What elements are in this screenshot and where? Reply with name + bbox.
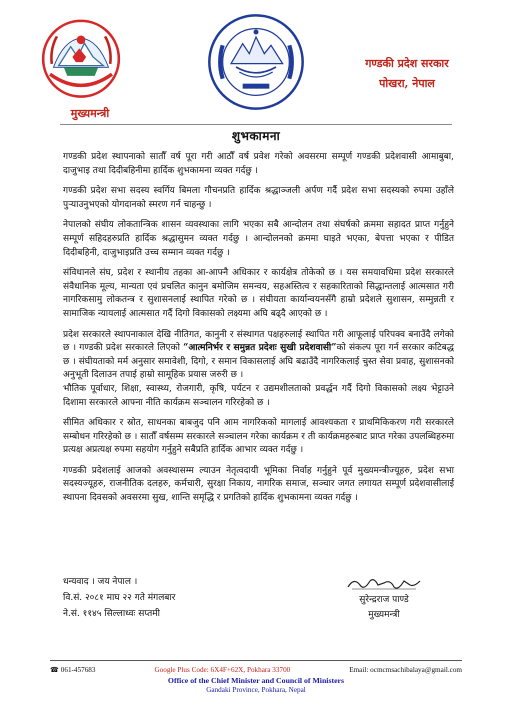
gandaki-province-seal-icon xyxy=(206,12,306,112)
footer-phone xyxy=(50,665,96,674)
footer-address: Gandaki Province, Pokhara, Nepal xyxy=(206,686,306,694)
government-title xyxy=(332,54,482,94)
slogan: “आत्मनिर्भर र समुन्नत प्रदेशः सुखी प्रदेशवासी” xyxy=(183,343,337,354)
handwritten-signature-icon xyxy=(344,575,424,593)
paragraph-5-tail: को संकल्प पूरा गर्न सरकार कटिबद्ध छ । संघीयताको मर्म अनुसार समावेशी, दिगो, र समान विकासलाई अघि बढाउँदै नागरिकलाई चुस्त सेवा प्रवाह, सुशासनको अनुभूती दिलाउन तपाई हाम्रो सामूहिक प्रयास जरुरी छ । xyxy=(63,343,454,381)
paragraph-2: गण्डकी प्रदेश सभा सदस्य स्वर्गिय बिमला गौचनप्रति हार्दिक श्रद्धाञ्जली अर्पण गर्दै प्रदेश सभा सदस्यको रुपमा उहाँले पुऱ्याउनुभएको योगदानको स्मरण गर्न चाहन्छु । xyxy=(63,186,454,210)
closing-block xyxy=(63,574,175,622)
province-government-label: गण्डकी प्रदेश सरकार xyxy=(365,57,449,70)
letterhead xyxy=(0,0,512,125)
phone-number: 061-457683 xyxy=(60,666,96,674)
nepal-emblem-icon xyxy=(38,14,124,100)
location-label: पोखरा, नेपाल xyxy=(379,77,435,90)
footer-email: Email: ocmcmsachibalaya@gmail.com xyxy=(349,665,462,674)
paragraph-3: नेपालको संघीय लोकतान्त्रिक शासन व्यवस्थाका लागि भएका सबै आन्दोलन तथा संघर्षको क्रममा सहादत प्राप्त गर्नुहुने सम्पूर्ण सहिदहरुप्रति हार्दिक श्रद्धासुमन व्यक्त गर्दछु । आन्दोलनको क्रममा घाइते भएका, बेपत्ता भएका र पीडित दिदीबहिनी, दाजुभाइप्रति उच्च सम्मान व्यक्त गर्दछु । xyxy=(63,220,454,258)
date-bikram-sambat: वि.सं. २०८१ माघ २२ गते मंगलबार xyxy=(63,593,176,603)
closing-thanks: धन्यवाद । जय नेपाल । xyxy=(63,577,138,587)
chief-minister-title: मुख्यमन्त्री xyxy=(70,107,110,120)
paragraph-5 xyxy=(63,329,454,383)
footer-contact-row xyxy=(50,665,462,674)
footer-office-name: Office of the Chief Minister and Council of Ministers xyxy=(167,676,345,685)
telephone-icon: ☎ xyxy=(50,666,61,674)
letter-title: शुभकामना xyxy=(231,129,281,143)
signature-block xyxy=(324,575,444,623)
paragraph-6: भौतिक पूर्वाधार, शिक्षा, स्वास्थ्य, रोजगारी, कृषि, पर्यटन र उद्यमशीलताको प्रवर्द्धन गर्दै दिगो विकासको लक्ष्य भेट्टाउने दिशामा सरकारले आफ्ना नीति कार्यक्रम सञ्चालन गरिरहेको छ । xyxy=(63,383,454,408)
google-plus-code: Google Plus Code: 6X4F+62X, Pokhara 33700 xyxy=(154,665,291,674)
header-divider xyxy=(60,124,452,125)
letter-body xyxy=(63,151,454,513)
paragraph-1: गण्डकी प्रदेश स्थापनाको सातौँ वर्ष पूरा गरी आठौँ वर्ष प्रवेश गरेको अवसरमा सम्पूर्ण गण्डकी प्रदेशवासी आमाबुबा, दाजुभाइ तथा दिदीबहिनीमा हार्दिक शुभकामना व्यक्त गर्दछु । xyxy=(63,152,454,176)
paragraph-7: सीमित अधिकार र स्रोत, साधनका बाबजुद पनि आम नागरिकको मागलाई आवश्यकता र प्राथमिकिकरण गरी सरकारले सम्बोधन गरिरहेको छ । सातौँ वर्षसम्म सरकारले सञ्चालन गरेका कार्यक्रम र ती कार्यक्रमहरुबाट प्राप्त गरेका उपलब्धिहरुमा प्रत्यक्ष अप्रत्यक्ष रुपमा सहयोग गर्नुहुने सबैप्रति हार्दिक आभार व्यक्त गर्दछु । xyxy=(63,418,454,456)
paragraph-8: गण्डकी प्रदेशलाई आजको अवस्थासम्म ल्याउन नेतृत्वदायी भूमिका निर्वाह गर्नुहुने पूर्व मुख्यमन्त्रीज्यूहरु, प्रदेश सभा सदस्यज्यूहरु, राजनीतिक दलहरु, कर्मचारी, सुरक्षा निकाय, नागरिक समाज, सञ्चार जगत लगायत सम्पूर्ण प्रदेशवासीलाई स्थापना दिवसको अवसरमा सुख, शान्ति समृद्धि र प्रगतिको हार्दिक शुभकामना व्यक्त गर्दछु । xyxy=(63,465,454,504)
paragraph-4: संविधानले संघ, प्रदेश र स्थानीय तहका आ-आफ्नै अधिकार र कार्यक्षेत्र तोकेको छ । यस समयावधिमा प्रदेश सरकारले संवैधानिक मूल्य, मान्यता एवं प्रचलित कानुन बमोजिम समन्वय, सहअस्तित्व र सहकारिताको सिद्धान्तलाई आत्मसात गरी नागरिकसामु लोकतन्त्र र सुशासनलाई स्थापित गरेको छ । संघीयता कार्यान्वयनसँगै हाम्रो प्रदेशले सुशासन, सम्मुन्नती र सामाजिक न्यायलाई आत्मसात गर्दै दिगो विकासको लक्ष्यमा अघि बढ्दै आएको छ । xyxy=(63,268,454,319)
date-nepal-sambat: ने.सं. ११४५ सिल्लाध्वः सप्तमी xyxy=(63,609,160,619)
footer xyxy=(50,660,462,694)
paragraph-5-head: प्रदेश सरकारले स्थापनाकाल देखि नीतिगत, कानुनी र संस्थागत पक्षहरुलाई स्थापित गरी आफूलाई परिपक्व बनाउँदै लगेको छ । गण्डकी प्रदेश सरकारले लिएको xyxy=(63,329,454,354)
signatory-name: सुरेन्द्रराज पाण्डे xyxy=(359,595,409,605)
signatory-role: मुख्यमन्त्री xyxy=(368,610,400,620)
